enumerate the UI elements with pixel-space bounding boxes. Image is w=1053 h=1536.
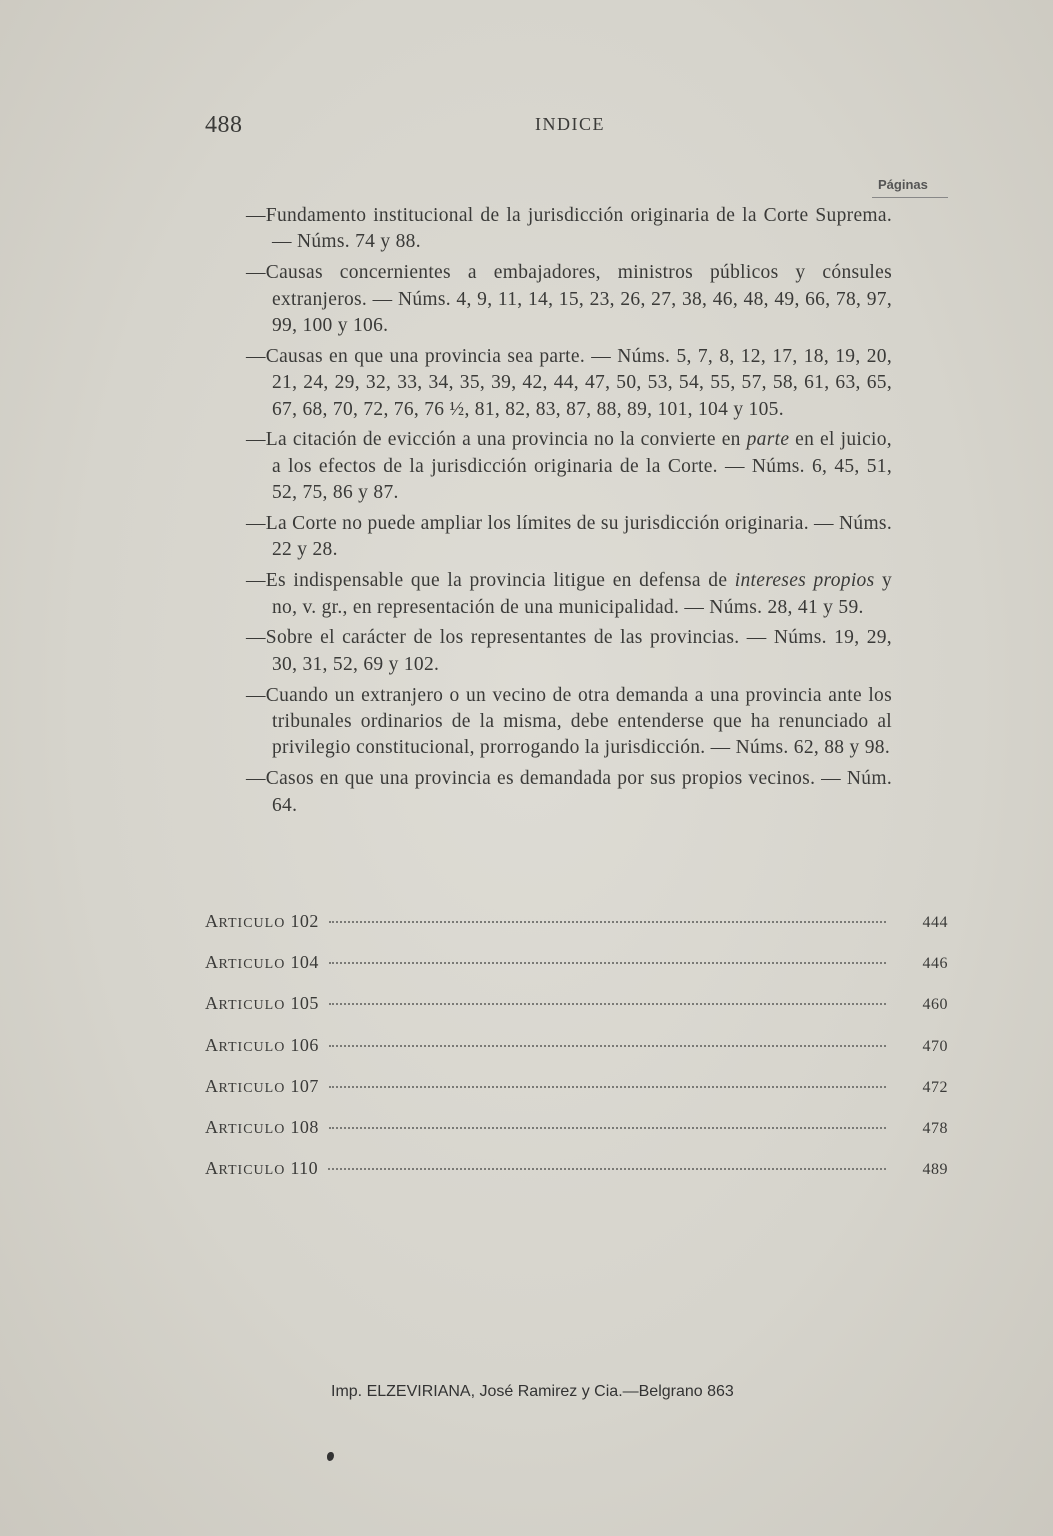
article-page: 470	[922, 1037, 948, 1055]
entry-italic-term: intereses propios	[734, 570, 875, 592]
ink-blot	[327, 1452, 334, 1461]
article-row	[205, 1117, 948, 1158]
article-initial: A	[205, 1158, 219, 1179]
article-row	[205, 1076, 948, 1117]
article-number: 108	[290, 1116, 319, 1137]
article-number: 104	[290, 952, 319, 973]
dot-leader	[329, 962, 886, 964]
article-word: RTICULO	[218, 957, 286, 973]
article-page: 460	[922, 996, 948, 1014]
dot-leader	[329, 1127, 886, 1129]
article-name	[205, 952, 319, 973]
dot-leader	[329, 1086, 886, 1088]
article-initial: A	[205, 1116, 219, 1137]
pages-column-label: Páginas	[878, 177, 928, 192]
article-name	[205, 1035, 319, 1056]
dot-leader	[329, 1045, 886, 1047]
index-entry: —La Corte no puede ampliar los límites de su jurisdicción originaria. — Núms. 22 y 28.	[246, 513, 892, 561]
article-page: 446	[922, 955, 948, 973]
article-number: 107	[290, 1075, 319, 1096]
index-entry	[246, 427, 892, 506]
entry-italic-term: parte	[746, 429, 790, 451]
dot-leader	[329, 921, 886, 923]
article-word: RTICULO	[218, 1163, 286, 1179]
running-title: INDICE	[535, 114, 605, 134]
article-number: 110	[290, 1158, 319, 1179]
index-entry	[246, 568, 892, 621]
article-page: 472	[922, 1078, 948, 1096]
article-name	[205, 1117, 319, 1138]
entry-text: y no, v. gr., en representación de una municipalidad. — Núms. 28, 41 y 59.	[272, 570, 892, 618]
dot-leader	[328, 1168, 886, 1170]
index-entries	[246, 203, 892, 823]
entry-text: —Es indispensable que la provincia litigue en defensa de	[246, 570, 735, 592]
article-number: 102	[290, 911, 319, 931]
index-entry: —Casos en que una provincia es demandada por sus propios vecinos. — Núm. 64.	[246, 768, 892, 816]
article-list	[205, 911, 948, 1199]
index-entry: —Sobre el carácter de los representantes de las provincias. — Núms. 19, 29, 30, 31, 52, 69 y 102.	[246, 627, 892, 675]
article-name	[205, 911, 319, 932]
index-entry: —Causas en que una provincia sea parte. — Núms. 5, 7, 8, 12, 17, 18, 19, 20, 21, 24, 29, 32, 33, 34, 35, 39, 42, 44, 47, 50, 53, 54, 55, 57, 58, 61, 63, 65, 67, 68, 70, 72, 76, 76 ½, 81, 82, 83, 87, 88, 89, 101, 104 y 105.	[246, 345, 892, 420]
entry-text: —La citación de evicción a una provincia no la convierte en	[246, 429, 747, 451]
article-name	[205, 1076, 319, 1097]
article-word: RTICULO	[218, 1039, 286, 1055]
article-initial: A	[205, 993, 219, 1014]
article-word: RTICULO	[218, 916, 286, 931]
article-initial: A	[205, 1034, 219, 1055]
pages-column-rule	[872, 197, 948, 198]
article-word: RTICULO	[218, 998, 286, 1014]
dot-leader	[329, 1003, 886, 1005]
article-number: 105	[290, 993, 319, 1014]
index-entry: —Cuando un extranjero o un vecino de otra demanda a una provincia ante los tribunales ordinarios de la misma, debe entenderse que ha renunciado al privilegio constitucional, prorrogando la jurisdicción. — Núms. 62, 88 y 98.	[246, 684, 892, 759]
article-initial: A	[205, 952, 219, 973]
article-row	[205, 1035, 948, 1076]
index-entry: —Fundamento institucional de la jurisdicción originaria de la Corte Suprema. — Núms. 74 y 88.	[246, 205, 892, 253]
article-name	[205, 993, 319, 1014]
article-name	[205, 1158, 318, 1179]
article-page: 478	[922, 1119, 948, 1137]
entry-text: en el juicio, a los efectos de la jurisdicción originaria de la Corte. — Núms. 6, 45, 51, 52, 75, 86 y 87.	[272, 429, 892, 504]
article-word: RTICULO	[218, 1121, 286, 1137]
printer-imprint: Imp. ELZEVIRIANA, José Ramirez y Cia.—Belgrano 863	[331, 1383, 734, 1400]
article-initial: A	[205, 911, 219, 931]
article-row	[205, 993, 948, 1034]
page-number: 488	[205, 112, 243, 138]
article-row	[205, 952, 948, 993]
article-row	[205, 911, 948, 952]
article-page: 444	[922, 914, 948, 931]
index-entry: —Causas concernientes a embajadores, ministros públicos y cónsules extranjeros. — Núms. 4, 9, 11, 14, 15, 23, 26, 27, 38, 46, 48, 49, 66, 78, 97, 99, 100 y 106.	[246, 262, 892, 337]
article-number: 106	[290, 1034, 319, 1055]
article-page: 489	[922, 1161, 948, 1179]
article-word: RTICULO	[218, 1080, 286, 1096]
article-row	[205, 1158, 948, 1199]
article-initial: A	[205, 1075, 219, 1096]
